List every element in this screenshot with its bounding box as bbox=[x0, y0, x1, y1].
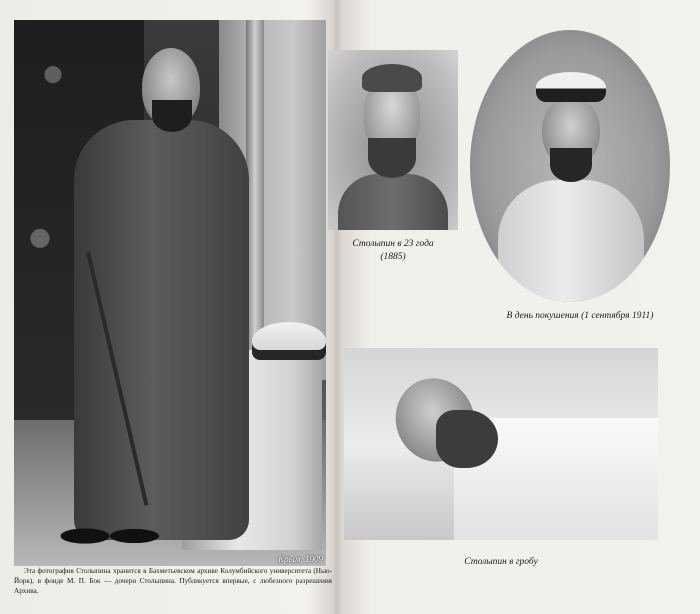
photo-stolypin-crimea bbox=[14, 20, 326, 566]
beard bbox=[368, 138, 416, 178]
caption-coffin: Столыпин в гробу bbox=[464, 557, 538, 567]
caption-young-line1: Столыпин в 23 года bbox=[352, 239, 434, 249]
beard bbox=[550, 148, 592, 182]
photo-stolypin-uniform-oval bbox=[470, 30, 670, 302]
caption-young-line2: (1885) bbox=[380, 252, 406, 262]
uniform-cap bbox=[536, 72, 606, 102]
photo-stolypin-young bbox=[328, 50, 458, 230]
caption-young bbox=[322, 238, 464, 264]
photo-stolypin-coffin bbox=[344, 348, 658, 540]
straw-boater-hat bbox=[252, 322, 326, 360]
photo-place-date: Крым, 1909 bbox=[278, 554, 323, 564]
uniform bbox=[498, 180, 644, 302]
coat bbox=[338, 174, 448, 230]
caption-oval: В день покушения (1 сентября 1911) bbox=[506, 311, 654, 321]
caption-main: Эта фотография Столыпина хранится в Бахметьевском архиве Колумбийского университета (Нью-Йорк), в фонде М. П. Бок — дочери Столыпина. Публикуется впервые, с любезного разрешения Архива. bbox=[14, 567, 332, 595]
seated-figure bbox=[74, 120, 249, 540]
beard bbox=[436, 410, 498, 468]
beard bbox=[152, 100, 192, 132]
shoes bbox=[52, 512, 162, 552]
hair bbox=[362, 64, 422, 92]
